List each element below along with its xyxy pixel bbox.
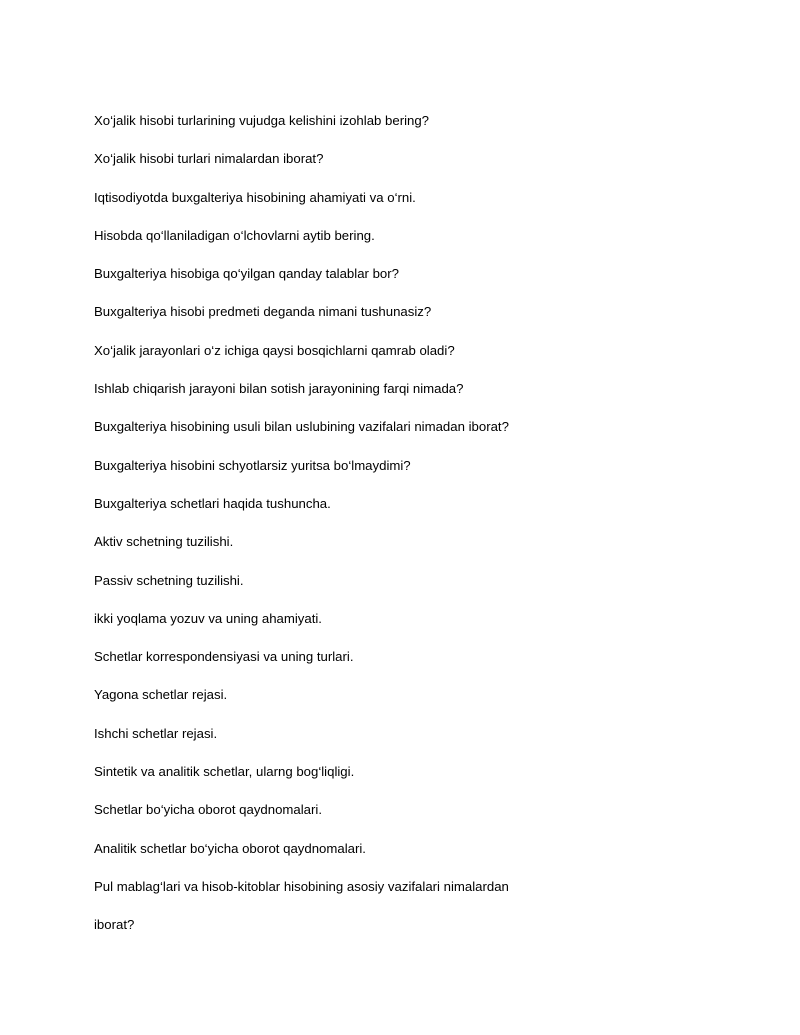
question-line: Sintetik va analitik schetlar, ularng bog‘liqligi. — [94, 764, 355, 780]
question-line: Ishlab chiqarish jarayoni bilan sotish jarayonining farqi nimada? — [94, 381, 464, 397]
question-line: Hisobda qo‘llaniladigan o‘lchovlarni aytib bering. — [94, 227, 375, 243]
question-line: Buxgalteriya hisobiga qo‘yilgan qanday talablar bor? — [94, 266, 399, 282]
question-line: Xo‘jalik hisobi turlari nimalardan iborat? — [94, 151, 324, 167]
question-line: Buxgalteriya hisobini schyotlarsiz yuritsa bo‘lmaydimi? — [94, 457, 411, 473]
question-line: Aktiv schetning tuzilishi. — [94, 534, 234, 550]
question-line: Pul mablag‘lari va hisob-kitoblar hisobining asosiy vazifalari nimalardan — [94, 878, 509, 894]
question-line: Schetlar korrespondensiyasi va uning turlari. — [94, 649, 354, 665]
question-line: Yagona schetlar rejasi. — [94, 687, 228, 703]
question-list — [94, 111, 734, 954]
question-line: Xo‘jalik hisobi turlarining vujudga kelishini izohlab bering? — [94, 113, 430, 128]
question-line: Passiv schetning tuzilishi. — [94, 572, 244, 588]
question-line-continued: iborat? — [94, 917, 135, 933]
question-line: Analitik schetlar bo‘yicha oborot qaydnomalari. — [94, 840, 366, 856]
question-line: Buxgalteriya hisobi predmeti deganda nimani tushunasiz? — [94, 304, 432, 320]
question-line: Iqtisodiyotda buxgalteriya hisobining ahamiyati va o‘rni. — [94, 189, 416, 205]
question-line: Xo‘jalik jarayonlari o‘z ichiga qaysi bosqichlarni qamrab oladi? — [94, 342, 455, 358]
question-line: Schetlar bo‘yicha oborot qaydnomalari. — [94, 802, 322, 818]
question-line: Ishchi schetlar rejasi. — [94, 725, 218, 741]
question-line: Buxgalteriya hisobining usuli bilan uslubining vazifalari nimadan iborat? — [94, 419, 509, 435]
question-line: ikki yoqlama yozuv va uning ahamiyati. — [94, 610, 322, 626]
question-line: Buxgalteriya schetlari haqida tushuncha. — [94, 495, 331, 511]
